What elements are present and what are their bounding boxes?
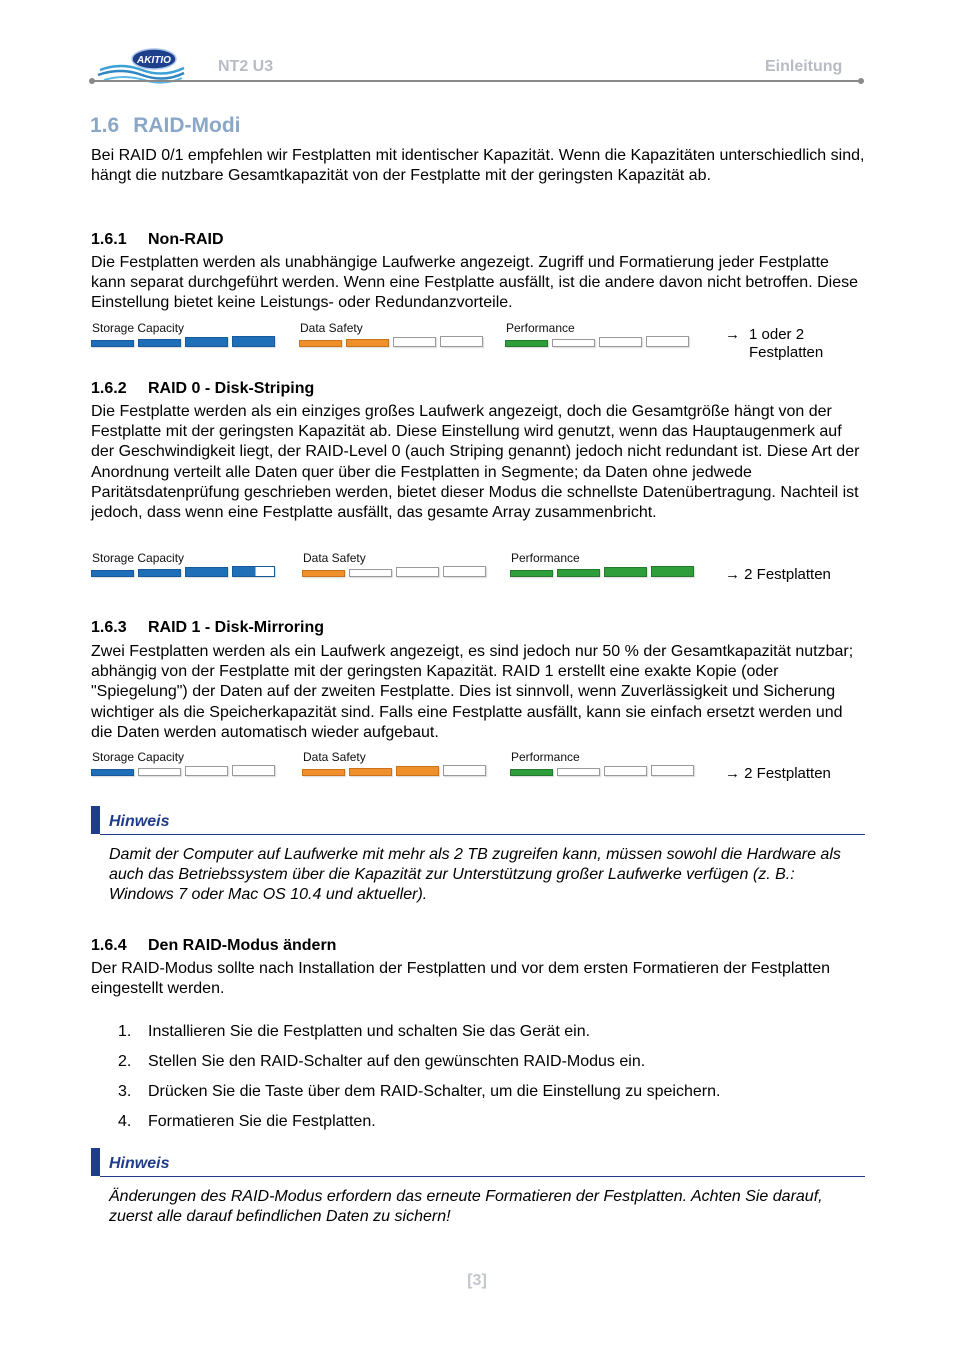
rating-label-safety: Data Safety bbox=[303, 551, 366, 565]
list-text: Stellen Sie den RAID-Schalter auf den gewünschten RAID-Modus ein. bbox=[148, 1053, 646, 1070]
header-divider-left-dot bbox=[89, 78, 95, 84]
rating-label-storage: Storage Capacity bbox=[92, 321, 185, 335]
rating-label-safety: Data Safety bbox=[303, 750, 366, 764]
subsection-text-change-mode: Der RAID-Modus sollte nach Installation der Festplatten und vor dem ersten Formatieren der Festplatten eingestellt werden. bbox=[91, 960, 831, 998]
rating-segment-performance bbox=[510, 769, 553, 776]
rating-segment-safety bbox=[396, 766, 439, 776]
rating-segment-storage bbox=[91, 769, 134, 776]
rating-segment-storage bbox=[138, 569, 181, 577]
rating-segment-performance bbox=[604, 567, 647, 577]
section-intro: Bei RAID 0/1 empfehlen wir Festplatten mit identischer Kapazität. Wenn die Kapazitäten unterschiedlich sind, hängt die nutzbare Gesamtkapazität von der Festplatte mit der geringsten Kapazität ab. bbox=[91, 147, 865, 185]
subsection-heading-change-mode bbox=[91, 937, 336, 955]
rating-segment-performance bbox=[646, 336, 689, 347]
note-text: Damit der Computer auf Laufwerke mit mehr als 2 TB zugreifen kann, müssen sowohl die Hardware als auch das Betriebssystem über die Kapazität zur Unterstützung großer Laufwerke verfügen (z. B.: Windows 7 oder Mac OS 10.4 und aktueller). bbox=[109, 846, 841, 904]
rating-segment-safety bbox=[346, 339, 389, 347]
list-text: Drücken Sie die Taste über dem RAID-Schalter, um die Einstellung zu speichern. bbox=[148, 1083, 721, 1100]
rating-segment-performance bbox=[604, 766, 647, 776]
disk-count: 2 Festplatten bbox=[744, 566, 831, 583]
list-item bbox=[118, 1113, 376, 1131]
subsection-heading-non-raid bbox=[91, 231, 224, 249]
rating-segment-storage bbox=[91, 340, 134, 347]
page-number: [3] bbox=[467, 1272, 487, 1289]
subsection-number: 1.6.4 bbox=[91, 937, 127, 954]
rating-segment-safety bbox=[349, 569, 392, 577]
disk-count-non-raid bbox=[725, 326, 824, 361]
note-marker bbox=[91, 1148, 100, 1176]
subsection-title: RAID 0 - Disk-Striping bbox=[148, 380, 315, 397]
rating-segment-safety bbox=[299, 340, 342, 347]
rating-segment-storage bbox=[185, 337, 228, 347]
rating-segment-storage bbox=[91, 570, 134, 577]
header-product: NT2 U3 bbox=[218, 58, 274, 75]
header-divider-right-dot bbox=[858, 78, 864, 84]
rating-segment-performance bbox=[557, 569, 600, 577]
rating-segment-performance bbox=[651, 566, 694, 577]
subsection-text-raid1: Zwei Festplatten werden als ein Laufwerk angezeigt, es sind jedoch nur 50 % der Gesamtkapazität nutzbar; abhängig von der Festplatte mit der geringsten Kapazität. RAID 1 erstellt eine exakte Kopie (oder "Spiegelung") der Daten auf der zweiten Festplatte. Dies ist sinnvoll, wenn Zuverlässigkeit und Sicherung wichtiger als die Speicherkapazität sind. Falls eine Festplatte ausfällt, kann sie einfach ersetzt werden und die Daten werden automatisch wieder aufgebaut. bbox=[91, 643, 854, 741]
rating-segment-storage bbox=[138, 768, 181, 776]
rating-label-storage: Storage Capacity bbox=[92, 551, 185, 565]
list-item bbox=[118, 1053, 645, 1071]
rating-segment-safety bbox=[349, 768, 392, 776]
rating-segment-performance bbox=[505, 340, 548, 347]
section-title bbox=[90, 114, 241, 138]
rating-segment-safety bbox=[302, 570, 345, 577]
note-text: Änderungen des RAID-Modus erfordern das erneute Formatieren der Festplatten. Achten Sie darauf, zuerst alle darauf befindlichen Daten zu sichern! bbox=[109, 1188, 823, 1226]
rating-segment-performance bbox=[599, 337, 642, 347]
list-item bbox=[118, 1023, 590, 1041]
subsection-text-non-raid: Die Festplatten werden als unabhängige Laufwerke angezeigt. Zugriff und Formatierung jeder Festplatte kann separat durchgeführt werden. Wenn eine Festplatte ausfällt, ist die andere davon nicht betroffen. Diese Einstellung bietet keine Leistungs- oder Redundanzvorteile. bbox=[91, 254, 858, 312]
rating-segment-performance bbox=[510, 570, 553, 577]
rating-segment-performance bbox=[651, 765, 694, 776]
rating-segment-safety bbox=[443, 765, 486, 776]
rating-label-storage: Storage Capacity bbox=[92, 750, 185, 764]
disk-count-raid1 bbox=[725, 765, 831, 783]
note-rule bbox=[100, 834, 865, 835]
note-title: Hinweis bbox=[109, 1155, 170, 1172]
rating-segment-safety bbox=[393, 337, 436, 347]
note-marker bbox=[91, 806, 100, 834]
subsection-title: Non-RAID bbox=[148, 231, 224, 248]
rating-label-performance: Performance bbox=[511, 551, 580, 565]
subsection-heading-raid0 bbox=[91, 380, 314, 398]
list-number: 2. bbox=[118, 1053, 132, 1070]
rating-label-performance: Performance bbox=[506, 321, 575, 335]
rating-segment-performance bbox=[552, 339, 595, 347]
rating-segment-safety bbox=[302, 769, 345, 776]
akitio-logo bbox=[96, 44, 186, 84]
subsection-number: 1.6.3 bbox=[91, 619, 127, 636]
subsection-title: Den RAID-Modus ändern bbox=[148, 937, 337, 954]
note-rule bbox=[100, 1176, 865, 1177]
list-number: 1. bbox=[118, 1023, 132, 1040]
rating-label-performance: Performance bbox=[511, 750, 580, 764]
logo-text: AKITIO bbox=[137, 55, 171, 66]
rating-segment-storage bbox=[232, 765, 275, 776]
disk-count-raid0 bbox=[725, 566, 831, 584]
subsection-heading-raid1 bbox=[91, 619, 324, 637]
rating-label-safety: Data Safety bbox=[300, 321, 363, 335]
header-divider bbox=[92, 80, 862, 82]
rating-segment-storage bbox=[232, 566, 275, 577]
subsection-title: RAID 1 - Disk-Mirroring bbox=[148, 619, 325, 636]
header-chapter: Einleitung bbox=[765, 58, 843, 75]
subsection-text-raid0: Die Festplatte werden als ein einziges großes Laufwerk angezeigt, doch die Gesamtgröße hängt von der Festplatte mit der geringsten Kapazität ab. Diese Einstellung wird genutzt, wenn das Hauptaugenmerk auf der Geschwindigkeit liegt, der RAID-Level 0 (auch Striping genannt) jedoch nicht redundant ist. Diese Art der Anordnung verteilt alle Daten quer über die Festplatten in Segmente; da Daten ohne jedwede Paritätsdatenprüfung geschrieben werden, bietet dieser Modus die schnellste Datenübertragung. Nachteil ist jedoch, dass wenn eine Festplatte ausfällt, das gesamte Array zusammenbricht. bbox=[91, 403, 860, 522]
disk-count-line2: Festplatten bbox=[749, 344, 824, 361]
rating-segment-safety bbox=[396, 567, 439, 577]
list-text: Formatieren Sie die Festplatten. bbox=[148, 1113, 376, 1130]
list-number: 3. bbox=[118, 1083, 132, 1100]
arrow-icon: → bbox=[725, 765, 740, 782]
list-text: Installieren Sie die Festplatten und schalten Sie das Gerät ein. bbox=[148, 1023, 591, 1040]
arrow-icon: → bbox=[725, 326, 740, 343]
disk-count-line1: 1 oder 2 bbox=[749, 326, 805, 343]
subsection-number: 1.6.2 bbox=[91, 380, 127, 397]
list-number: 4. bbox=[118, 1113, 132, 1130]
rating-segment-performance bbox=[557, 768, 600, 776]
section-title-text: RAID-Modi bbox=[133, 114, 241, 137]
rating-segment-storage bbox=[138, 339, 181, 347]
rating-segment-storage bbox=[185, 567, 228, 577]
note-title: Hinweis bbox=[109, 813, 170, 830]
subsection-number: 1.6.1 bbox=[91, 231, 127, 248]
list-item bbox=[118, 1083, 720, 1101]
arrow-icon: → bbox=[725, 566, 740, 583]
rating-segment-storage bbox=[185, 766, 228, 776]
rating-segment-safety bbox=[440, 336, 483, 347]
rating-segment-safety bbox=[443, 566, 486, 577]
section-number: 1.6 bbox=[90, 114, 120, 137]
rating-segment-storage bbox=[232, 336, 275, 347]
disk-count: 2 Festplatten bbox=[744, 765, 831, 782]
